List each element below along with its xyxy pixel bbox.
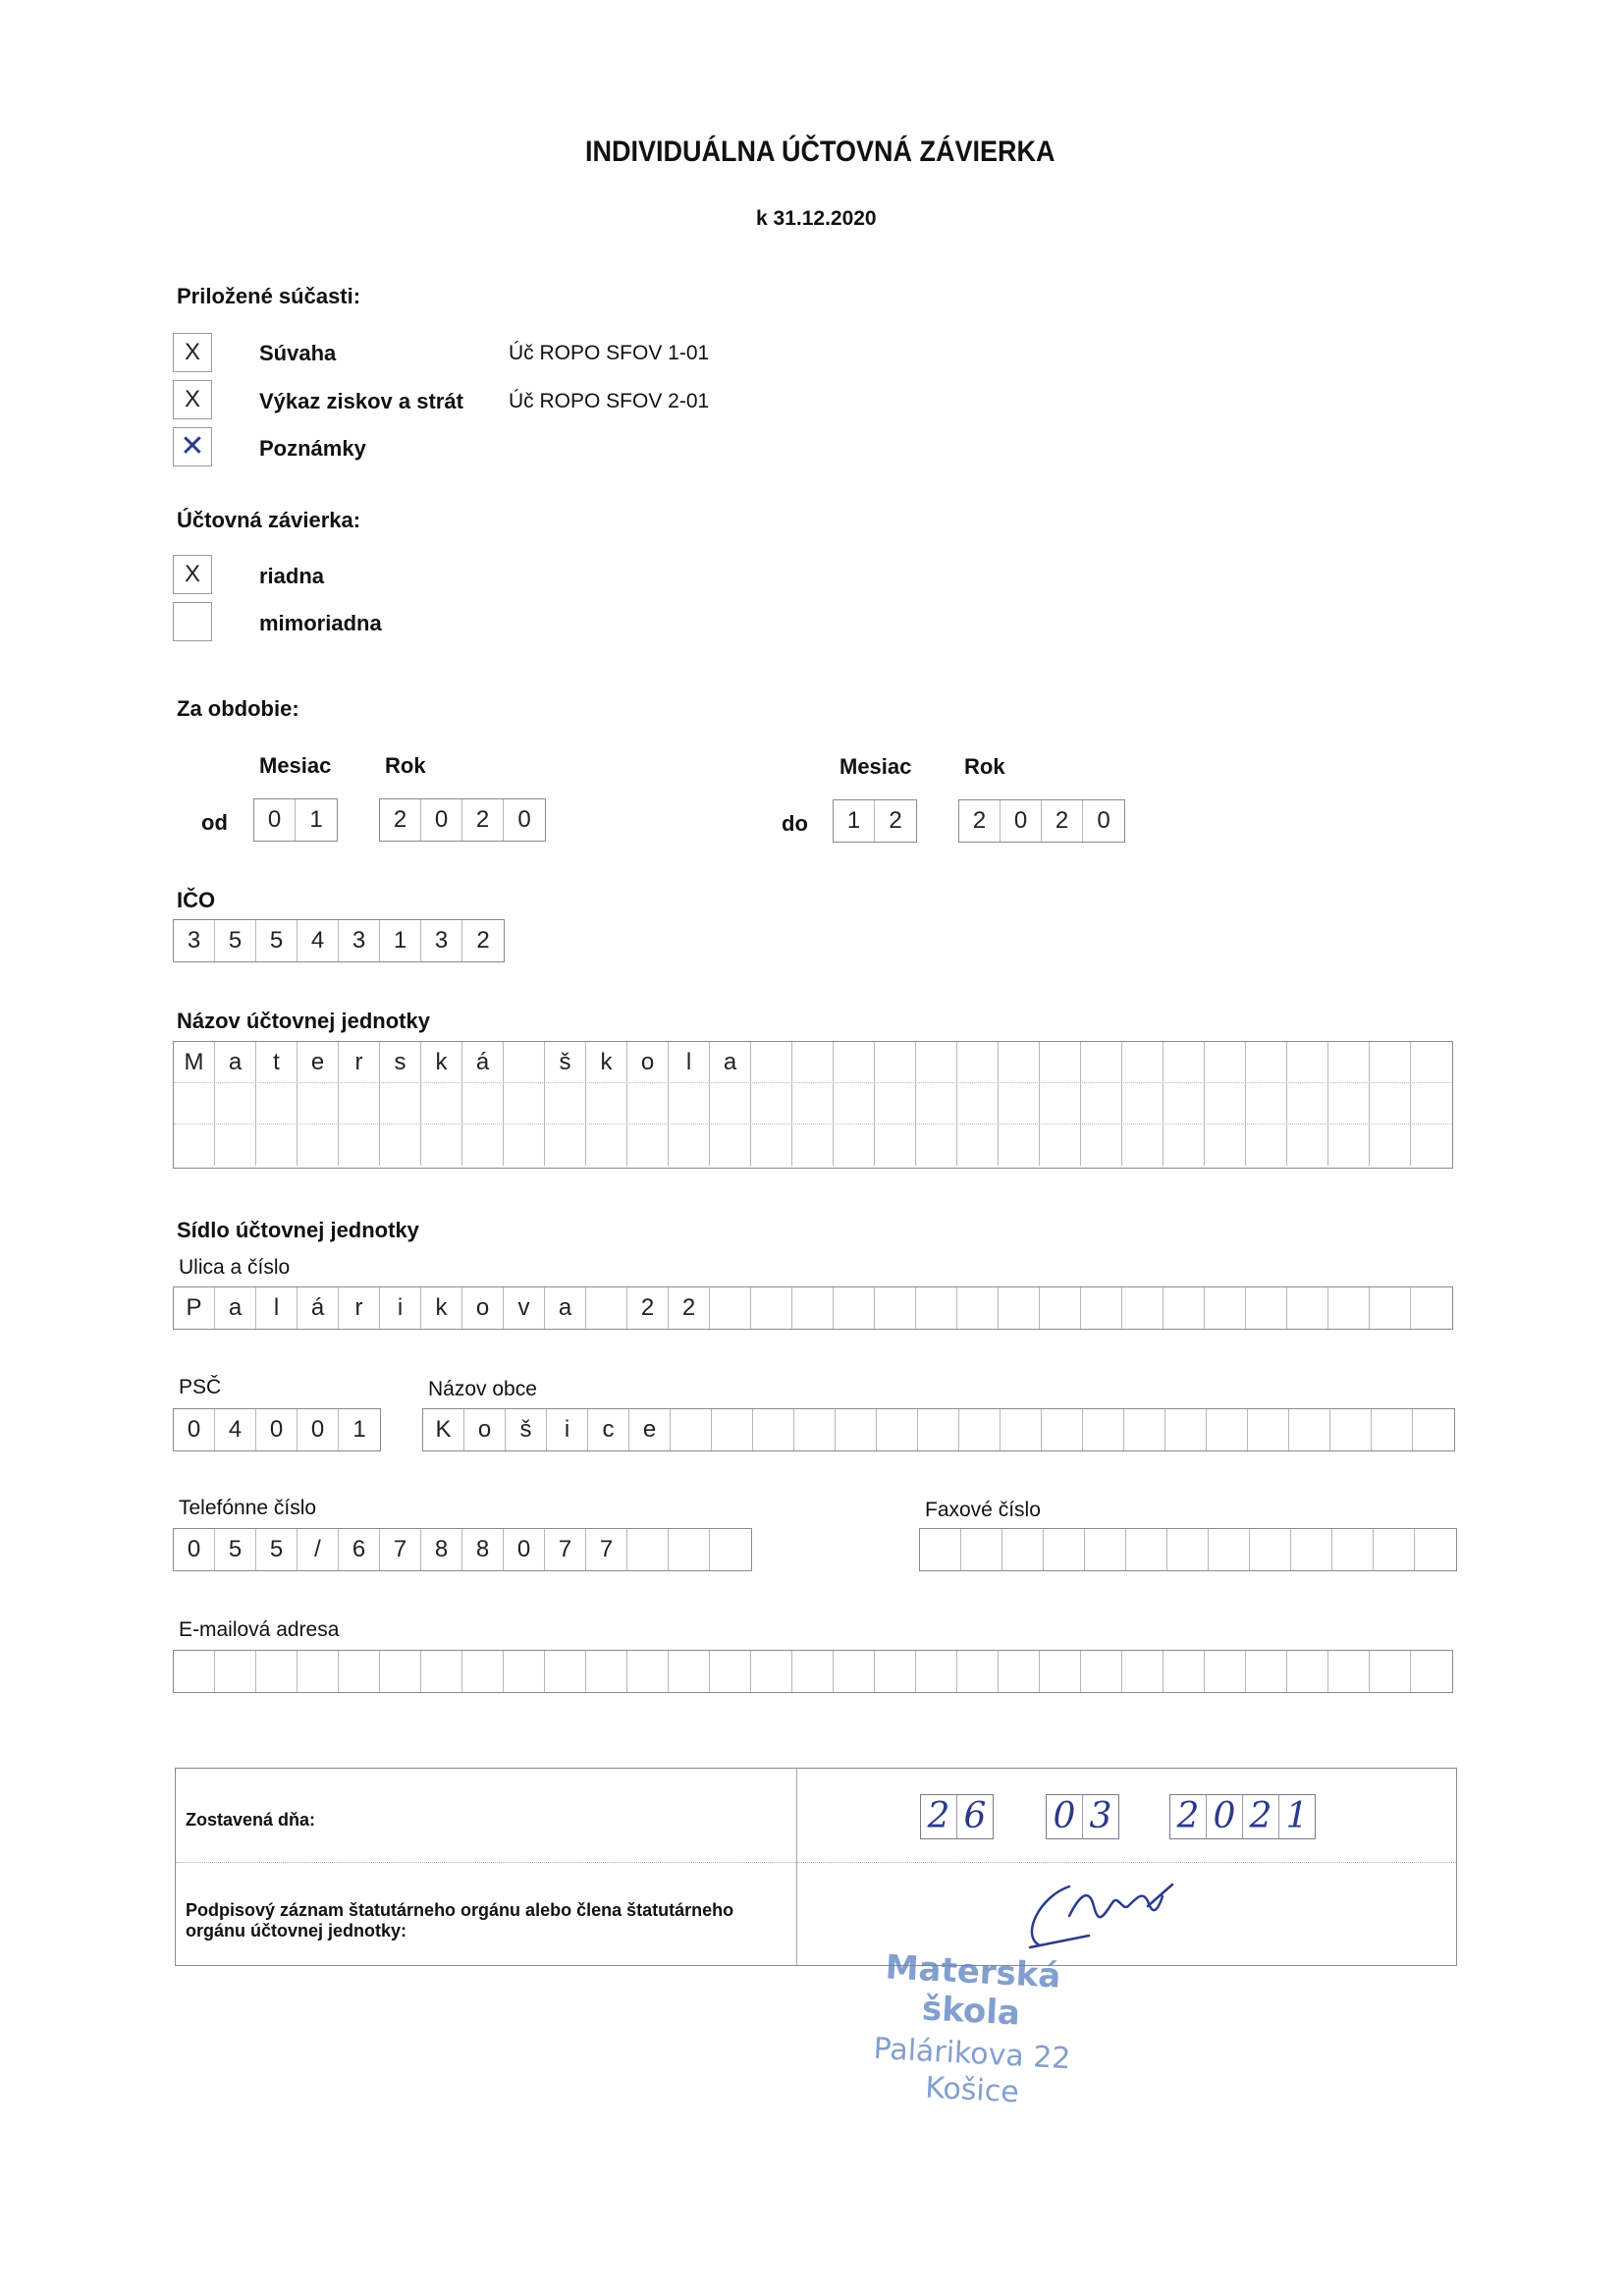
char-cell xyxy=(298,1083,339,1123)
char-cell xyxy=(421,1124,462,1166)
char-cell xyxy=(1040,1124,1081,1166)
char-cell: 2 xyxy=(476,927,490,954)
char-cell xyxy=(1164,1042,1205,1082)
char-cell xyxy=(710,1287,751,1329)
char-cell xyxy=(834,1651,875,1692)
char-cell xyxy=(751,1651,792,1692)
char-cell xyxy=(1370,1124,1411,1166)
component-suvaha: Súvaha xyxy=(259,341,337,365)
char-cell xyxy=(1164,1651,1205,1692)
digit-cell: 0 xyxy=(1001,800,1042,842)
stamp-line3: Košice xyxy=(924,2070,1020,2110)
char-cell xyxy=(916,1083,957,1123)
digit-cell: 2 xyxy=(889,807,902,834)
hw-digit: 3 xyxy=(1089,1796,1112,1836)
char-cell xyxy=(875,1287,916,1329)
document-title: INDIVIDUÁLNA ÚČTOVNÁ ZÁVIERKA xyxy=(585,136,1056,168)
digit-cell: 2 xyxy=(380,799,421,841)
char-cell xyxy=(792,1124,834,1166)
char-cell xyxy=(504,1651,545,1692)
char-cell: k xyxy=(421,1287,462,1329)
char-cell xyxy=(710,1529,751,1570)
char-cell xyxy=(1248,1409,1289,1450)
from-month-label: Mesiac xyxy=(259,753,332,778)
char-cell xyxy=(627,1083,669,1123)
char-cell xyxy=(1081,1287,1122,1329)
char-cell: c xyxy=(588,1409,629,1450)
checkbox-suvaha[interactable]: X xyxy=(173,333,212,372)
hw-digit: 6 xyxy=(963,1796,987,1836)
char-cell: i xyxy=(380,1287,421,1329)
char-cell xyxy=(1081,1124,1122,1166)
char-cell xyxy=(792,1042,834,1082)
table-divider xyxy=(796,1769,797,1965)
psc-field[interactable] xyxy=(173,1408,381,1451)
char-cell xyxy=(339,1083,380,1123)
signoff-table xyxy=(175,1768,1457,1966)
char-cell: 0 xyxy=(256,1409,298,1450)
char-cell: š xyxy=(545,1042,586,1082)
hw-digit: 1 xyxy=(1285,1796,1309,1836)
char-cell: á xyxy=(298,1287,339,1329)
char-cell xyxy=(957,1083,999,1123)
char-cell xyxy=(380,1083,421,1123)
to-year-field[interactable] xyxy=(958,799,1125,843)
char-cell xyxy=(1291,1529,1332,1570)
period-label: Za obdobie: xyxy=(177,696,299,721)
char-cell xyxy=(669,1651,710,1692)
char-cell xyxy=(1085,1529,1126,1570)
char-cell: M xyxy=(174,1042,215,1082)
checkbox-riadna[interactable]: X xyxy=(173,555,212,594)
phone-field[interactable] xyxy=(173,1528,752,1571)
components-label: Priložené súčasti: xyxy=(177,284,361,308)
char-cell xyxy=(174,1651,215,1692)
entity-name-field[interactable] xyxy=(173,1041,1453,1169)
char-cell: l xyxy=(256,1287,298,1329)
char-cell xyxy=(834,1287,875,1329)
street-label: Ulica a číslo xyxy=(179,1256,291,1279)
char-cell xyxy=(710,1651,751,1692)
char-cell xyxy=(421,1083,462,1123)
char-cell xyxy=(1289,1409,1330,1450)
char-cell: k xyxy=(421,1042,462,1082)
char-cell: 1 xyxy=(380,920,421,961)
char-cell xyxy=(1167,1529,1209,1570)
digit-cell: 2 xyxy=(959,800,1001,842)
char-cell xyxy=(256,1083,298,1123)
to-month-label: Mesiac xyxy=(839,754,912,779)
char-cell xyxy=(920,1529,961,1570)
char-cell xyxy=(669,1529,710,1570)
char-cell xyxy=(751,1287,792,1329)
char-cell xyxy=(1246,1124,1287,1166)
char-cell xyxy=(545,1651,586,1692)
char-cell xyxy=(875,1083,916,1123)
char-cell xyxy=(792,1083,834,1123)
hw-digit: 0 xyxy=(1207,1795,1243,1838)
char-cell xyxy=(1372,1409,1413,1450)
char-cell xyxy=(1287,1651,1328,1692)
fax-label: Faxové číslo xyxy=(925,1499,1041,1521)
char-cell: 0 xyxy=(298,1409,339,1450)
char-cell xyxy=(1205,1083,1246,1123)
char-cell: 7 xyxy=(586,1529,627,1570)
char-cell: a xyxy=(215,1287,256,1329)
char-cell: 7 xyxy=(380,1529,421,1570)
char-cell xyxy=(174,1124,215,1166)
email-field[interactable] xyxy=(173,1650,1453,1693)
from-label: od xyxy=(201,810,228,835)
char-cell xyxy=(1122,1651,1164,1692)
char-cell xyxy=(999,1651,1040,1692)
char-cell xyxy=(380,1124,421,1166)
email-label: E-mailová adresa xyxy=(179,1618,340,1641)
char-cell: 5 xyxy=(215,1529,256,1570)
char-cell: v xyxy=(504,1287,545,1329)
from-month-field[interactable] xyxy=(253,798,338,842)
char-cell xyxy=(753,1409,794,1450)
component-vykaz-code: Úč ROPO SFOV 2-01 xyxy=(509,390,710,412)
char-cell xyxy=(1246,1287,1287,1329)
char-cell: 7 xyxy=(545,1529,586,1570)
hw-digit: 2 xyxy=(1243,1795,1279,1838)
char-cell xyxy=(751,1042,792,1082)
char-cell xyxy=(669,1124,710,1166)
char-cell xyxy=(875,1124,916,1166)
fax-field[interactable] xyxy=(919,1528,1457,1571)
ico-field[interactable] xyxy=(173,919,505,962)
stamp-line2: Palárikova 22 xyxy=(872,2031,1072,2077)
char-cell xyxy=(1124,1409,1165,1450)
from-year-label: Rok xyxy=(385,753,426,778)
char-cell xyxy=(1083,1409,1124,1450)
char-cell xyxy=(1122,1042,1164,1082)
char-cell xyxy=(999,1042,1040,1082)
char-cell: r xyxy=(339,1042,380,1082)
char-cell xyxy=(875,1042,916,1082)
char-cell: 0 xyxy=(504,1529,545,1570)
char-cell xyxy=(1207,1409,1248,1450)
street-field[interactable] xyxy=(173,1286,1453,1330)
char-cell xyxy=(671,1409,712,1450)
char-cell xyxy=(1081,1651,1122,1692)
char-cell xyxy=(710,1083,751,1123)
char-cell xyxy=(961,1529,1002,1570)
char-cell xyxy=(1044,1529,1085,1570)
city-field[interactable] xyxy=(422,1408,1455,1451)
char-cell xyxy=(215,1083,256,1123)
char-cell xyxy=(1328,1651,1370,1692)
char-cell: k xyxy=(586,1042,627,1082)
char-cell xyxy=(999,1083,1040,1123)
char-cell xyxy=(1411,1651,1452,1692)
char-cell xyxy=(1287,1083,1328,1123)
char-cell: 3 xyxy=(174,920,215,961)
char-cell xyxy=(916,1651,957,1692)
char-cell xyxy=(1287,1124,1328,1166)
char-cell xyxy=(1040,1042,1081,1082)
char-cell xyxy=(504,1124,545,1166)
char-cell xyxy=(1411,1042,1452,1082)
char-cell xyxy=(1042,1409,1083,1450)
closing-type-label: Účtovná závierka: xyxy=(177,508,361,532)
char-cell xyxy=(586,1083,627,1123)
char-cell xyxy=(712,1409,753,1450)
digit-cell: 0 xyxy=(517,806,531,833)
char-cell: a xyxy=(545,1287,586,1329)
char-cell xyxy=(1001,1409,1042,1450)
compiled-month[interactable] xyxy=(1046,1794,1119,1839)
option-mimoriadna: mimoriadna xyxy=(259,611,382,635)
char-cell xyxy=(1411,1287,1452,1329)
ico-label: IČO xyxy=(177,888,216,912)
char-cell: 8 xyxy=(462,1529,504,1570)
char-cell xyxy=(1328,1124,1370,1166)
char-cell xyxy=(1081,1042,1122,1082)
char-cell xyxy=(545,1124,586,1166)
char-cell xyxy=(999,1287,1040,1329)
char-cell xyxy=(834,1083,875,1123)
char-cell: K xyxy=(423,1409,464,1450)
char-cell: o xyxy=(627,1042,669,1082)
compiled-year[interactable] xyxy=(1169,1794,1316,1839)
char-cell: s xyxy=(380,1042,421,1082)
char-cell xyxy=(669,1083,710,1123)
char-cell xyxy=(1330,1409,1372,1450)
char-cell: e xyxy=(298,1042,339,1082)
char-cell xyxy=(1205,1042,1246,1082)
char-cell xyxy=(834,1042,875,1082)
component-vykaz: Výkaz ziskov a strát xyxy=(259,389,463,413)
hw-digit: 2 xyxy=(1170,1795,1207,1838)
char-cell xyxy=(1040,1083,1081,1123)
stamp-line1: Materská škola xyxy=(884,1947,1062,2034)
char-cell xyxy=(957,1651,999,1692)
char-cell xyxy=(877,1409,918,1450)
char-cell xyxy=(627,1529,669,1570)
char-cell: 0 xyxy=(174,1529,215,1570)
char-cell xyxy=(339,1124,380,1166)
char-cell: š xyxy=(506,1409,547,1450)
char-cell xyxy=(794,1409,836,1450)
signature-mark xyxy=(1001,1877,1197,1955)
char-cell: 3 xyxy=(421,920,462,961)
from-year-field[interactable] xyxy=(379,798,546,842)
digit-cell: 0 xyxy=(421,799,462,841)
char-cell xyxy=(875,1651,916,1692)
char-cell xyxy=(1205,1124,1246,1166)
option-riadna: riadna xyxy=(259,564,325,588)
component-poznamky: Poznámky xyxy=(259,436,366,461)
char-cell xyxy=(918,1409,959,1450)
digit-cell: 1 xyxy=(834,800,875,842)
digit-cell: 1 xyxy=(309,806,323,833)
to-year-label: Rok xyxy=(964,754,1005,779)
char-cell xyxy=(834,1124,875,1166)
char-cell: e xyxy=(629,1409,671,1450)
char-cell: 0 xyxy=(174,1409,215,1450)
char-cell xyxy=(1287,1287,1328,1329)
compiled-label: Zostavená dňa: xyxy=(186,1810,316,1830)
entity-name-label: Názov účtovnej jednotky xyxy=(177,1009,430,1033)
char-cell xyxy=(1126,1529,1167,1570)
char-cell xyxy=(1209,1529,1250,1570)
char-cell xyxy=(957,1287,999,1329)
char-cell: 6 xyxy=(339,1529,380,1570)
char-cell: r xyxy=(339,1287,380,1329)
char-cell: 5 xyxy=(256,1529,298,1570)
char-cell xyxy=(256,1124,298,1166)
char-cell xyxy=(1250,1529,1291,1570)
char-cell xyxy=(1328,1083,1370,1123)
char-cell xyxy=(751,1124,792,1166)
char-cell xyxy=(792,1287,834,1329)
psc-label: PSČ xyxy=(179,1376,222,1398)
name-row xyxy=(174,1124,1452,1166)
char-cell xyxy=(1164,1287,1205,1329)
char-cell xyxy=(545,1083,586,1123)
char-cell xyxy=(1328,1287,1370,1329)
digit-cell: 2 xyxy=(462,799,504,841)
char-cell xyxy=(1370,1287,1411,1329)
char-cell: 3 xyxy=(339,920,380,961)
char-cell: a xyxy=(710,1042,751,1082)
checkbox-poznamky[interactable]: ✕ xyxy=(173,427,212,466)
signature-label: Podpisový záznam štatutárneho orgánu alebo člena štatutárneho orgánu účtovnej jednotky: xyxy=(186,1900,734,1941)
char-cell xyxy=(999,1124,1040,1166)
char-cell xyxy=(462,1083,504,1123)
char-cell xyxy=(380,1651,421,1692)
report-date: k 31.12.2020 xyxy=(756,207,877,230)
char-cell xyxy=(1374,1529,1415,1570)
phone-label: Telefónne číslo xyxy=(179,1497,317,1519)
char-cell xyxy=(1040,1287,1081,1329)
to-label: do xyxy=(782,811,808,836)
name-row xyxy=(174,1042,1452,1083)
char-cell xyxy=(751,1083,792,1123)
char-cell xyxy=(215,1124,256,1166)
char-cell xyxy=(627,1651,669,1692)
char-cell xyxy=(1205,1651,1246,1692)
char-cell xyxy=(1122,1287,1164,1329)
hw-digit: 2 xyxy=(921,1795,957,1838)
char-cell xyxy=(1164,1124,1205,1166)
char-cell xyxy=(957,1124,999,1166)
char-cell: 2 xyxy=(669,1287,710,1329)
char-cell: 5 xyxy=(256,920,298,961)
char-cell: á xyxy=(462,1042,504,1082)
char-cell xyxy=(1370,1083,1411,1123)
digit-cell: 0 xyxy=(254,799,296,841)
char-cell xyxy=(1002,1529,1044,1570)
char-cell: o xyxy=(462,1287,504,1329)
official-stamp xyxy=(844,1947,1100,2110)
char-cell: 2 xyxy=(627,1287,669,1329)
char-cell xyxy=(916,1124,957,1166)
char-cell xyxy=(916,1042,957,1082)
char-cell xyxy=(1332,1529,1374,1570)
char-cell: P xyxy=(174,1287,215,1329)
compiled-day[interactable] xyxy=(920,1794,994,1839)
char-cell xyxy=(916,1287,957,1329)
char-cell xyxy=(504,1083,545,1123)
char-cell xyxy=(215,1651,256,1692)
char-cell xyxy=(957,1042,999,1082)
char-cell xyxy=(1413,1409,1454,1450)
hw-digit: 0 xyxy=(1047,1795,1083,1838)
char-cell: / xyxy=(298,1529,339,1570)
char-cell xyxy=(462,1124,504,1166)
city-label: Názov obce xyxy=(428,1378,537,1400)
char-cell xyxy=(339,1651,380,1692)
component-suvaha-code: Úč ROPO SFOV 1-01 xyxy=(509,342,710,364)
char-cell: t xyxy=(256,1042,298,1082)
char-cell xyxy=(298,1651,339,1692)
char-cell xyxy=(1246,1651,1287,1692)
char-cell: 8 xyxy=(421,1529,462,1570)
char-cell xyxy=(1411,1124,1452,1166)
char-cell: o xyxy=(464,1409,506,1450)
char-cell: 1 xyxy=(352,1416,366,1443)
char-cell xyxy=(1081,1083,1122,1123)
char-cell xyxy=(586,1124,627,1166)
char-cell xyxy=(504,1042,545,1082)
char-cell xyxy=(1164,1083,1205,1123)
char-cell xyxy=(1415,1529,1456,1570)
char-cell xyxy=(1040,1651,1081,1692)
char-cell: a xyxy=(215,1042,256,1082)
char-cell xyxy=(1287,1042,1328,1082)
char-cell xyxy=(462,1651,504,1692)
checkbox-vykaz[interactable]: X xyxy=(173,380,212,419)
char-cell xyxy=(1246,1083,1287,1123)
char-cell xyxy=(421,1651,462,1692)
char-cell xyxy=(1205,1287,1246,1329)
address-label: Sídlo účtovnej jednotky xyxy=(177,1218,419,1242)
char-cell xyxy=(174,1083,215,1123)
char-cell xyxy=(586,1651,627,1692)
name-row xyxy=(174,1083,1452,1124)
char-cell xyxy=(627,1124,669,1166)
char-cell xyxy=(1328,1042,1370,1082)
digit-cell: 0 xyxy=(1097,807,1110,834)
char-cell xyxy=(836,1409,877,1450)
char-cell xyxy=(1122,1124,1164,1166)
char-cell: i xyxy=(547,1409,588,1450)
char-cell xyxy=(1122,1083,1164,1123)
checkbox-mimoriadna[interactable] xyxy=(173,602,212,641)
char-cell xyxy=(1411,1083,1452,1123)
char-cell xyxy=(586,1287,627,1329)
char-cell: 4 xyxy=(215,1409,256,1450)
digit-cell: 2 xyxy=(1042,800,1083,842)
char-cell xyxy=(1165,1409,1207,1450)
to-month-field[interactable] xyxy=(833,799,917,843)
char-cell xyxy=(1246,1042,1287,1082)
char-cell xyxy=(710,1124,751,1166)
char-cell xyxy=(256,1651,298,1692)
char-cell: 5 xyxy=(215,920,256,961)
char-cell xyxy=(1370,1651,1411,1692)
char-cell xyxy=(298,1124,339,1166)
char-cell xyxy=(1370,1042,1411,1082)
char-cell xyxy=(959,1409,1001,1450)
char-cell: 4 xyxy=(298,920,339,961)
char-cell xyxy=(792,1651,834,1692)
char-cell: l xyxy=(669,1042,710,1082)
